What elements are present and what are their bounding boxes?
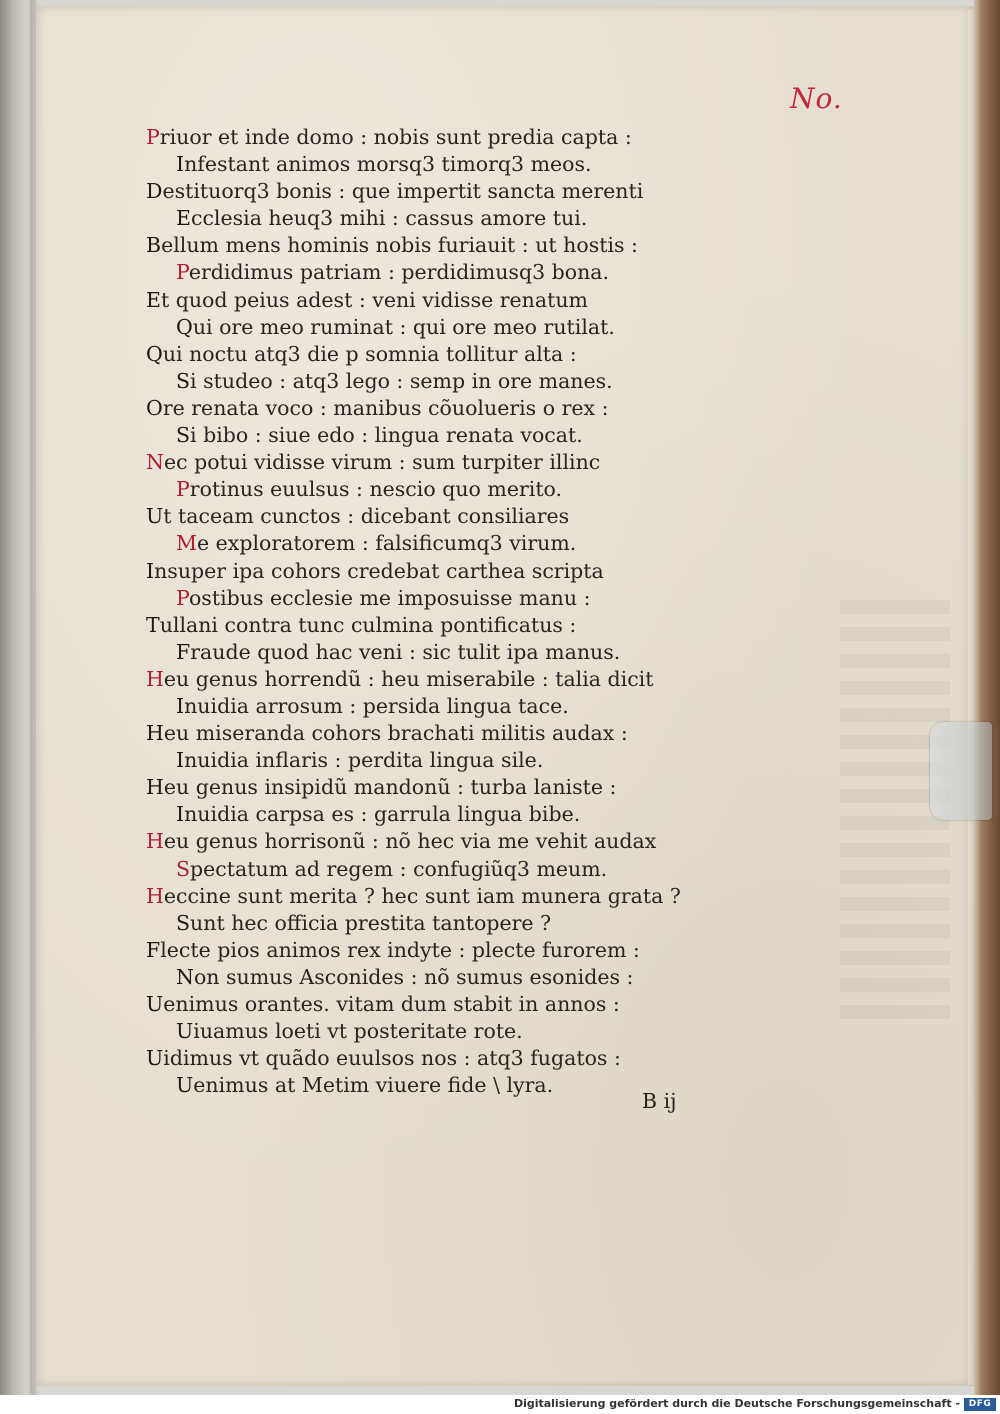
initial-letter: H [146, 775, 164, 800]
line-text: enimus orantes. vitam dum stabit in annos : [163, 992, 620, 1016]
verse-line [146, 747, 756, 774]
line-text: lecte pios animos rex indyte : plecte furorem : [160, 937, 640, 962]
line-text: ui ore meo ruminat : qui ore meo rutilat. [192, 314, 615, 339]
initial-letter: N [146, 450, 164, 475]
initial-letter: E [146, 287, 161, 312]
verse-line [146, 314, 756, 341]
signature-mark: B ij [642, 1089, 677, 1113]
verse-line [146, 422, 756, 449]
folio-number: No. [790, 82, 843, 115]
line-text: ui noctu atq3 die p somnia tollitur alta : [162, 341, 577, 366]
verse-line [146, 151, 756, 178]
verse-line [146, 368, 756, 395]
verse-line [146, 910, 756, 937]
line-text: eu genus insipidũ mandonũ : turba laniste : [163, 775, 617, 800]
line-text: eu genus horrendũ : heu miserabile : talia dicit [163, 666, 654, 691]
line-text: ellum mens hominis nobis furiauit : ut hostis : [161, 233, 638, 258]
initial-letter: P [176, 477, 190, 502]
initial-letter: H [146, 829, 164, 854]
line-text: raude quod hac veni : sic tulit ipa manus. [190, 639, 621, 664]
initial-letter: U [146, 504, 164, 529]
line-text: eu genus horrisonũ : nõ hec via me vehit audax [163, 829, 657, 854]
line-text: nsuper ipa cohors credebat carthea scripta [154, 558, 604, 583]
verse-line [146, 585, 756, 612]
line-text: enimus at Metim viuere fide \ lyra. [193, 1073, 554, 1098]
initial-letter: P [146, 125, 160, 149]
line-text: ostibus ecclesie me imposuisse manu : [188, 585, 591, 610]
verse-line [146, 259, 756, 286]
line-text: eccine sunt merita ? hec sunt iam munera grata ? [163, 883, 681, 908]
initial-letter: U [146, 992, 164, 1016]
line-text: ullani contra tunc culmina pontificatus : [159, 612, 577, 637]
initial-letter: U [176, 1073, 194, 1098]
verse-line [146, 828, 756, 855]
line-text: on sumus Asconides : nõ sumus esonides : [193, 964, 634, 989]
verse-line [146, 558, 756, 585]
initial-letter: N [176, 964, 194, 989]
line-text: ec potui vidisse virum : sum turpiter illinc [163, 450, 601, 475]
verse-line [146, 1045, 756, 1072]
line-text: iuamus loeti vt posteritate rote. [193, 1019, 523, 1044]
line-text: erdidimus patriam : perdidimusq3 bona. [188, 260, 610, 285]
initial-letter: O [146, 395, 163, 420]
verse-line [146, 991, 756, 1018]
verse-line [146, 774, 756, 801]
line-text: pectatum ad regem : confugiũq3 meum. [190, 856, 608, 881]
line-text: nuidia inflaris : perdita lingua sile. [184, 748, 544, 773]
line-text: i bibo : siue edo : lingua renata vocat. [190, 423, 583, 448]
line-text: i studeo : atq3 lego : semp in ore manes. [190, 368, 613, 393]
initial-letter: H [146, 666, 164, 691]
initial-letter: I [176, 748, 185, 773]
initial-letter: H [146, 721, 164, 746]
initial-letter: S [176, 423, 191, 448]
verse-line [146, 720, 756, 747]
line-text: re renata voco : manibus cõuolueris o rex : [162, 395, 609, 420]
verse-line [146, 801, 756, 828]
initial-letter: I [176, 693, 185, 718]
verse-line [146, 1018, 756, 1045]
initial-letter: S [176, 910, 191, 935]
dfg-logo[interactable]: DFG [964, 1398, 996, 1411]
verse-line [146, 883, 756, 910]
verse-line [146, 178, 756, 205]
initial-letter: P [176, 585, 189, 610]
initial-letter: S [176, 368, 191, 393]
line-text: unt hec officia prestita tantopere ? [190, 910, 552, 935]
verse-line [146, 856, 756, 883]
line-text: e exploratorem : falsificumq3 virum. [197, 531, 577, 556]
initial-letter: F [146, 937, 161, 962]
initial-letter: I [176, 152, 185, 177]
verse-line [146, 612, 756, 639]
verse-block [146, 124, 756, 1099]
verse-line [146, 937, 756, 964]
initial-letter: T [146, 612, 160, 637]
verse-line [146, 666, 756, 693]
line-text: riuor et inde domo : nobis sunt predia capta : [159, 125, 632, 149]
initial-letter: M [176, 531, 197, 556]
line-text: t quod peius adest : veni vidisse renatum [160, 287, 588, 312]
initial-letter: E [176, 206, 191, 231]
initial-letter: S [176, 856, 191, 881]
initial-letter: I [146, 558, 155, 583]
initial-letter: U [176, 1019, 194, 1044]
plastic-clip [930, 722, 992, 820]
initial-letter: I [176, 802, 185, 827]
initial-letter: Q [176, 314, 193, 339]
footer-banner [0, 1395, 1000, 1414]
footer-credit: Digitalisierung gefördert durch die Deutsche Forschungsgemeinschaft - [513, 1397, 960, 1410]
initial-letter: D [146, 179, 163, 204]
initial-letter: F [176, 639, 191, 664]
verse-line [146, 503, 756, 530]
verse-line [146, 395, 756, 422]
verse-line [146, 964, 756, 991]
verse-line [146, 639, 756, 666]
initial-letter: H [146, 883, 164, 908]
line-text: rotinus euulsus : nescio quo merito. [189, 477, 563, 502]
verse-line [146, 693, 756, 720]
verse-line [146, 530, 756, 557]
line-text: t taceam cunctos : dicebant consiliares [163, 504, 570, 529]
initial-letter: Q [146, 341, 163, 366]
initial-letter: B [146, 233, 162, 258]
verse-line [146, 287, 756, 314]
line-text: nuidia arrosum : persida lingua tace. [184, 693, 569, 718]
initial-letter: U [146, 1046, 164, 1071]
initial-letter: P [176, 260, 189, 285]
verse-line [146, 205, 756, 232]
line-text: idimus vt quãdo euulsos nos : atq3 fugatos : [163, 1046, 621, 1071]
line-text: cclesia heuq3 mihi : cassus amore tui. [190, 206, 588, 231]
verse-line [146, 476, 756, 503]
line-text: estituorq3 bonis : que impertit sancta merenti [162, 179, 644, 204]
line-text: eu miseranda cohors brachati militis audax : [163, 721, 628, 746]
verse-line [146, 449, 756, 476]
verse-line [146, 232, 756, 259]
verse-line [146, 341, 756, 368]
line-text: nfestant animos morsq3 timorq3 meos. [184, 152, 592, 177]
verse-line [146, 124, 756, 151]
cover-edge [974, 0, 1000, 1395]
line-text: nuidia carpsa es : garrula lingua bibe. [184, 802, 581, 827]
